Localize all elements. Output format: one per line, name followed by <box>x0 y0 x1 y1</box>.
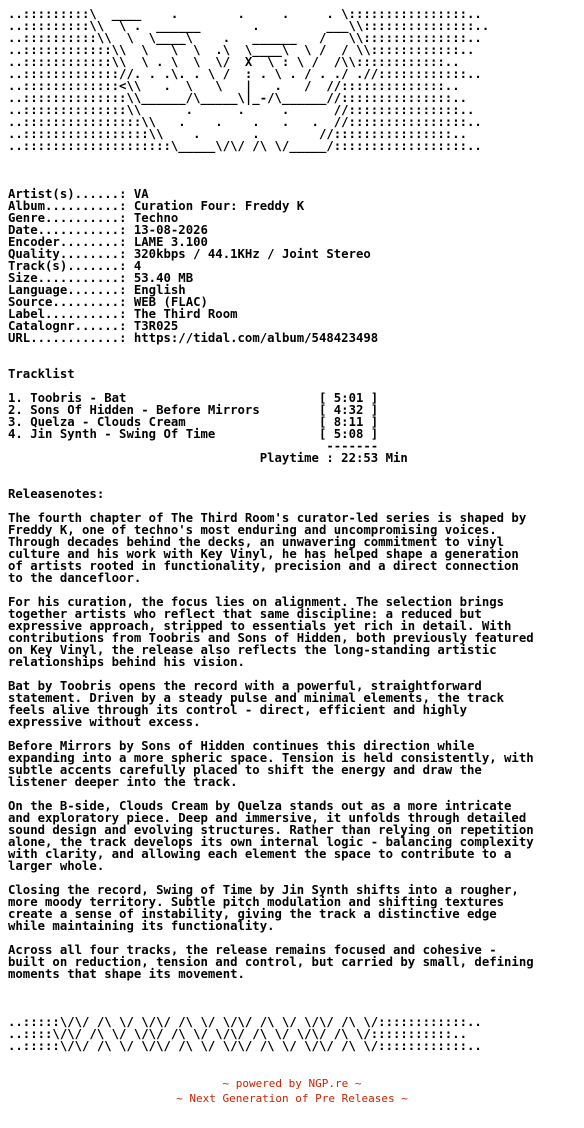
releasenotes-block <box>8 511 534 981</box>
info-row: Label..........: The Third Room <box>8 307 238 321</box>
info-value[interactable]: https://tidal.com/album/548423498 <box>133 331 379 345</box>
info-key: Date........... <box>8 223 120 237</box>
releasenotes-paragraph: Across all four tracks, the release remains focused and cohesive - built on reduction, tension and control, but carried by small, defining moments that shape its movement. <box>8 943 534 981</box>
tracklist-heading: Tracklist <box>8 367 75 381</box>
releasenotes-paragraph: On the B-side, Clouds Cream by Quelza stands out as a more intricate and exploratory piece. Deep and immersive, it unfolds through detailed sound design and evolving structures. Rather than relying on repetition alone, the track develops its own internal logic - balancing complexity with clarity, and allowing each element the space to contribute to a larger whole. <box>8 799 534 873</box>
releasenotes-paragraph: Bat by Toobris opens the record with a powerful, straightforward statement. Driven by a steady pulse and minimal elements, the track feels alive through its control - direct, efficient and highly expressive without excess. <box>8 679 505 729</box>
ascii-art-footer: ..:::::\/\/ /\ \/ \/\/ /\ \/ \/\/ /\ \/ \/\/ /\ \/::::::::::::.. ..::::\/\/ /\ \/ \/\/ /\ \/ \/\/ /\ \/ \/\/ /\ \/:::::::::::.. ..:::::\/\/ /\ \/ \/\/ /\ \/ \/\/ /\ \/ \/\/ /\ \/::::::::::::.. <box>8 1015 482 1053</box>
info-key: Artist(s)...... <box>8 187 120 201</box>
track-title: Toobris - Bat <box>30 391 127 405</box>
info-row: Quality........: 320kbps / 44.1KHz / Joint Stereo <box>8 247 371 261</box>
track-row: 2. Sons Of Hidden - Before Mirrors [ 4:32 ] <box>8 403 379 417</box>
info-row: Size...........: 53.40 MB <box>8 271 194 285</box>
releasenotes-paragraph: The fourth chapter of The Third Room's curator-led series is shaped by Freddy K, one of techno's most enduring and uncompromising voices. Through decades behind the decks, an unwavering commitment to vinyl culture and his work with Key Vinyl, he has helped shape a generation of artists rooted in functionality, precision and a direct connection to the dancefloor. <box>8 511 527 585</box>
footer-tagline: ~ Next Generation of Pre Releases ~ <box>176 1092 408 1105</box>
ngp-footer <box>0 1076 584 1106</box>
track-duration: 4:32 <box>333 403 364 417</box>
track-title: Quelza - Clouds Cream <box>30 415 186 429</box>
info-key: Language....... <box>8 283 120 297</box>
info-value: WEB (FLAC) <box>133 295 208 309</box>
track-number: 4. <box>8 427 23 441</box>
info-key: Quality........ <box>8 247 120 261</box>
tracklist-block <box>8 391 408 465</box>
info-value: Curation Four: Freddy K <box>133 199 305 213</box>
track-row: 3. Quelza - Clouds Cream [ 8:11 ] <box>8 415 379 429</box>
track-row: 4. Jin Synth - Swing Of Time [ 5:08 ] <box>8 427 379 441</box>
info-row: Album..........: Curation Four: Freddy K <box>8 199 305 213</box>
nfo-text <box>8 8 534 1052</box>
info-value: 320kbps / 44.1KHz / Joint Stereo <box>133 247 371 261</box>
release-info-block <box>8 187 378 345</box>
info-value: 4 <box>133 259 142 273</box>
info-value: The Third Room <box>133 307 238 321</box>
info-row: Catalognr......: T3R025 <box>8 319 179 333</box>
footer-powered-by: ~ powered by NGP.re ~ <box>222 1077 362 1090</box>
releasenotes-heading: Releasenotes: <box>8 487 105 501</box>
track-number: 3. <box>8 415 23 429</box>
info-key: URL............ <box>8 331 120 345</box>
info-value: LAME 3.100 <box>133 235 208 249</box>
info-row: Artist(s)......: VA <box>8 187 149 201</box>
playtime-separator: ------- <box>326 439 379 453</box>
info-key: Size........... <box>8 271 120 285</box>
info-value: 53.40 MB <box>133 271 194 285</box>
releasenotes-paragraph: Before Mirrors by Sons of Hidden continues this direction while expanding into a more spheric space. Tension is held consistently, with subtle accents carefully placed to shift the energy and draw the listener deeper into the track. <box>8 739 534 789</box>
track-row: 1. Toobris - Bat [ 5:01 ] <box>8 391 379 405</box>
info-key: Track(s)....... <box>8 259 120 273</box>
info-row: URL............: https://tidal.com/album/548423498 <box>8 331 379 345</box>
track-number: 2. <box>8 403 23 417</box>
info-value: T3R025 <box>133 319 179 333</box>
ascii-art-header: ..:::::::::\ ____ . . . . \::::::::::::::::.. ..:::::::::\\ \ . ______ . ___\\:::::::::::::::.. ..::::::::::\\ \ \____\ . ______ / \\::::::::::::::.. ..::::::::::::\\ \ \ \ .\ \____\ \ / / \\::::::::::::.. ..::::::::::::\\ \ . \ \ \/ X \ : \ / /\\::::::::::::.. ..::::::::::::://. . .\. . \ / : . \ . / . ./ .//::::::::::::.. ..:::::::::::::<\\ . \ \ | . / //::::::::::::::.. ..::::::::::::::\\______/\_____\|_-/\______//:::::::::::::::.. ..::::::::::::::\\ . . . //:::::::::::::::.. ..::::::::::::::::\\ . . . . . //::::::::::::::::.. ..:::::::::::::::::\\ . . //::::::::::::::::.. ..::::::::::::::::::::\_____\/\/ /\ \/_____/::::::::::::::::::.. <box>8 7 490 153</box>
info-key: Source......... <box>8 295 120 309</box>
info-row: Genre..........: Techno <box>8 211 179 225</box>
releasenotes-paragraph: Closing the record, Swing of Time by Jin Synth shifts into a rougher, more moody territory. Subtle pitch modulation and shifting textures create a sense of instability, giving the track a distinctive edge while maintaining its functionality. <box>8 883 519 933</box>
info-value: English <box>133 283 186 297</box>
info-row: Encoder........: LAME 3.100 <box>8 235 208 249</box>
info-value: 13-08-2026 <box>133 223 208 237</box>
info-key: Catalognr...... <box>8 319 120 333</box>
info-value: Techno <box>133 211 179 225</box>
info-row: Date...........: 13-08-2026 <box>8 223 208 237</box>
playtime-label: Playtime : <box>259 451 334 465</box>
info-key: Label.......... <box>8 307 120 321</box>
track-duration: 5:08 <box>333 427 364 441</box>
info-row: Track(s).......: 4 <box>8 259 142 273</box>
track-title: Jin Synth - Swing Of Time <box>30 427 216 441</box>
info-key: Encoder........ <box>8 235 120 249</box>
info-value: VA <box>133 187 149 201</box>
info-key: Album.......... <box>8 199 120 213</box>
playtime-value: 22:53 Min <box>341 451 408 465</box>
track-title: Sons Of Hidden - Before Mirrors <box>30 403 260 417</box>
info-key: Genre.......... <box>8 211 120 225</box>
track-duration: 5:01 <box>333 391 364 405</box>
releasenotes-paragraph: For his curation, the focus lies on alignment. The selection brings together artists who reflect that same discipline: a reduced but expressive approach, stripped to essentials yet rich in detail. With contributions from Toobris and Sons of Hidden, both previously featured on Key Vinyl, the release also reflects the long-standing artistic relationships behind his vision. <box>8 595 534 669</box>
info-row: Source.........: WEB (FLAC) <box>8 295 208 309</box>
track-duration: 8:11 <box>333 415 364 429</box>
track-number: 1. <box>8 391 23 405</box>
info-row: Language.......: English <box>8 283 186 297</box>
